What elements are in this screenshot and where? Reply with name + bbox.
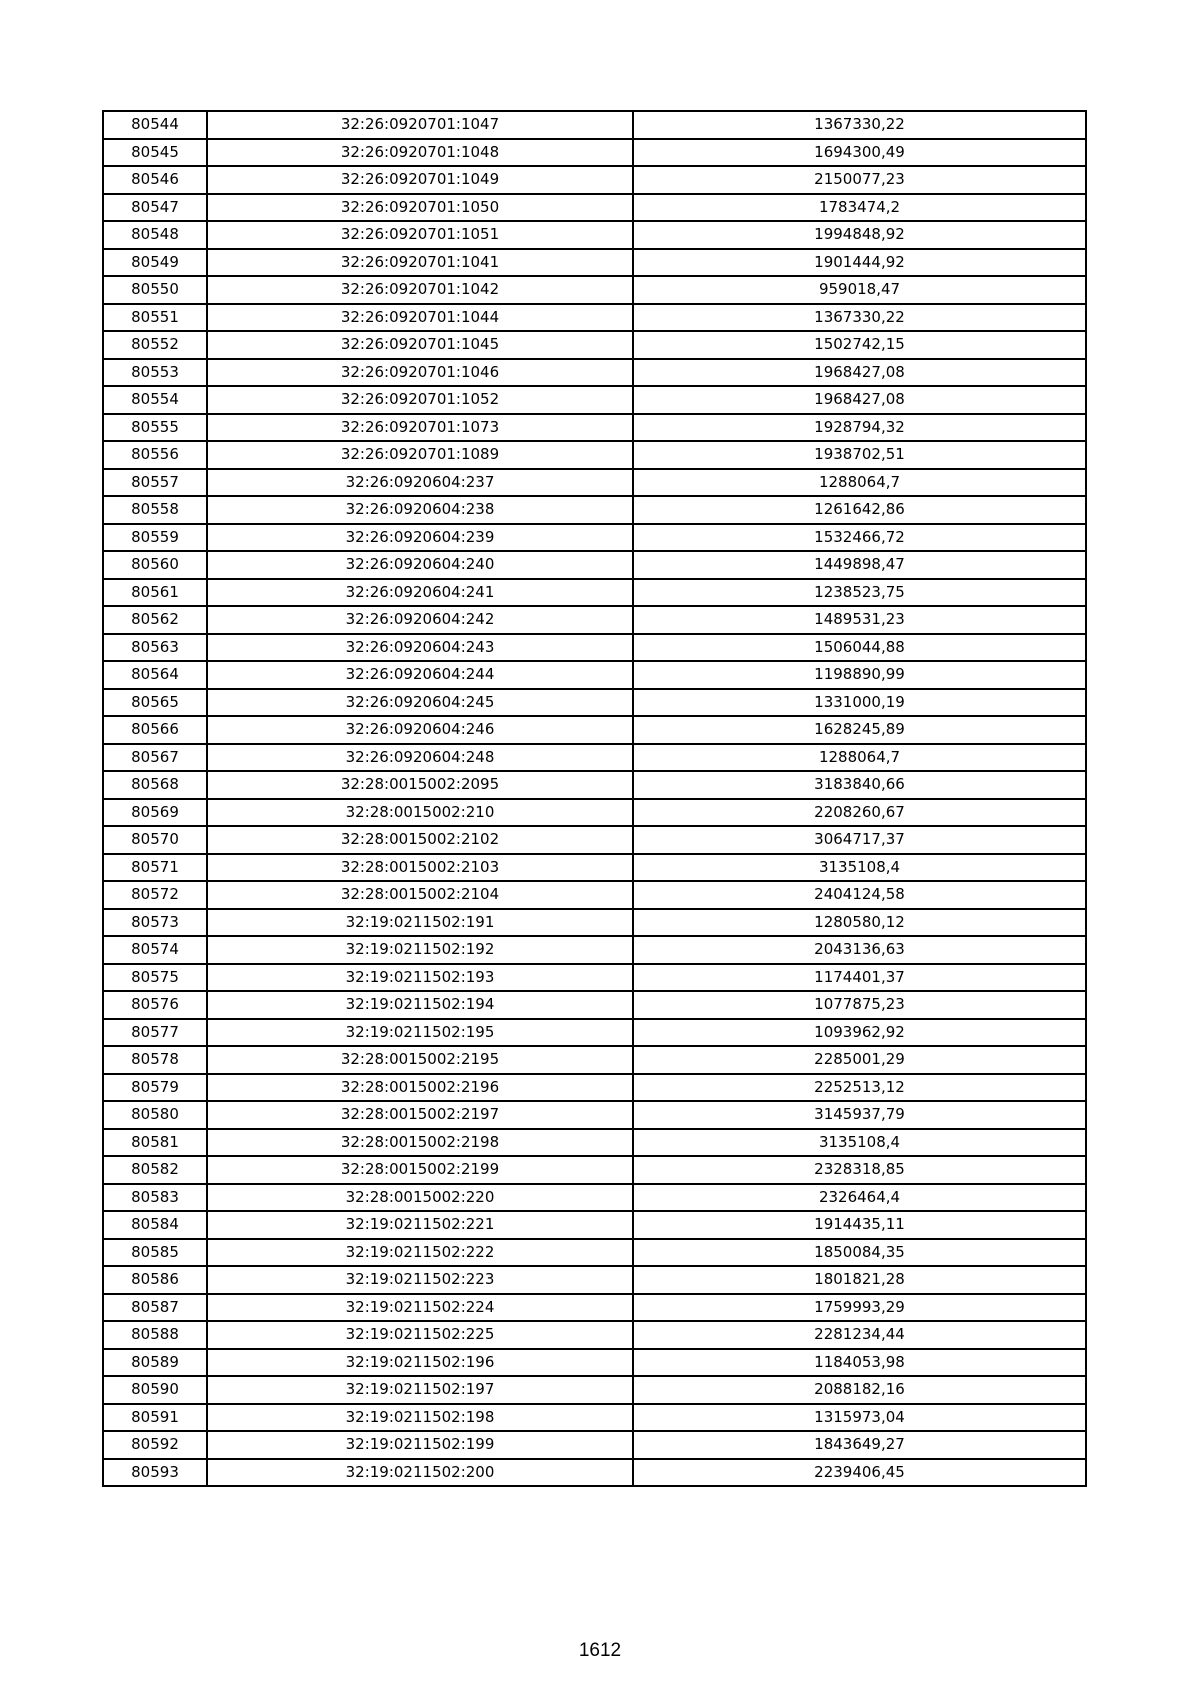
value-cell: 2252513,12 [633,1074,1086,1102]
cadastral-number-cell: 32:26:0920604:246 [207,716,633,744]
value-cell: 2281234,44 [633,1321,1086,1349]
row-number-cell: 80578 [103,1046,207,1074]
cadastral-number-cell: 32:19:0211502:194 [207,991,633,1019]
table-row [103,716,1086,744]
row-number-cell: 80566 [103,716,207,744]
cadastral-number-cell: 32:26:0920604:248 [207,744,633,772]
cadastral-number-cell: 32:28:0015002:2103 [207,854,633,882]
row-number-cell: 80563 [103,634,207,662]
value-cell: 2239406,45 [633,1459,1086,1487]
row-number-cell: 80560 [103,551,207,579]
value-cell: 3135108,4 [633,1129,1086,1157]
value-cell: 1449898,47 [633,551,1086,579]
value-cell: 2404124,58 [633,881,1086,909]
table-row [103,744,1086,772]
value-cell: 1198890,99 [633,661,1086,689]
row-number-cell: 80582 [103,1156,207,1184]
row-number-cell: 80592 [103,1431,207,1459]
table-row [103,304,1086,332]
table-row [103,1431,1086,1459]
row-number-cell: 80552 [103,331,207,359]
cadastral-number-cell: 32:26:0920701:1041 [207,249,633,277]
table-row [103,936,1086,964]
cadastral-number-cell: 32:26:0920701:1052 [207,386,633,414]
table-row [103,1019,1086,1047]
row-number-cell: 80588 [103,1321,207,1349]
table-row [103,194,1086,222]
value-cell: 3135108,4 [633,854,1086,882]
row-number-cell: 80590 [103,1376,207,1404]
table-row [103,881,1086,909]
cadastral-number-cell: 32:26:0920701:1045 [207,331,633,359]
row-number-cell: 80556 [103,441,207,469]
cadastral-number-cell: 32:28:0015002:2199 [207,1156,633,1184]
table-row [103,1156,1086,1184]
value-cell: 2208260,67 [633,799,1086,827]
value-cell: 1238523,75 [633,579,1086,607]
value-cell: 1694300,49 [633,139,1086,167]
value-cell: 2150077,23 [633,166,1086,194]
row-number-cell: 80554 [103,386,207,414]
cadastral-number-cell: 32:26:0920701:1049 [207,166,633,194]
value-cell: 1489531,23 [633,606,1086,634]
cadastral-number-cell: 32:26:0920701:1051 [207,221,633,249]
table-row [103,111,1086,139]
cadastral-number-cell: 32:28:0015002:2198 [207,1129,633,1157]
row-number-cell: 80553 [103,359,207,387]
cadastral-number-cell: 32:19:0211502:191 [207,909,633,937]
row-number-cell: 80579 [103,1074,207,1102]
row-number-cell: 80574 [103,936,207,964]
cadastral-number-cell: 32:26:0920604:241 [207,579,633,607]
table-row [103,551,1086,579]
table-row [103,909,1086,937]
value-cell: 1502742,15 [633,331,1086,359]
value-cell: 3064717,37 [633,826,1086,854]
row-number-cell: 80583 [103,1184,207,1212]
cadastral-number-cell: 32:26:0920604:238 [207,496,633,524]
value-cell: 1288064,7 [633,469,1086,497]
row-number-cell: 80591 [103,1404,207,1432]
cadastral-number-cell: 32:26:0920701:1047 [207,111,633,139]
table-body [103,111,1086,1486]
table-row [103,469,1086,497]
cadastral-number-cell: 32:28:0015002:220 [207,1184,633,1212]
cadastral-number-cell: 32:19:0211502:192 [207,936,633,964]
value-cell: 1901444,92 [633,249,1086,277]
value-cell: 1628245,89 [633,716,1086,744]
value-cell: 1783474,2 [633,194,1086,222]
value-cell: 1968427,08 [633,359,1086,387]
table-row [103,221,1086,249]
cadastral-number-cell: 32:26:0920604:237 [207,469,633,497]
table-row [103,799,1086,827]
row-number-cell: 80547 [103,194,207,222]
cadastral-number-cell: 32:19:0211502:224 [207,1294,633,1322]
cadastral-number-cell: 32:26:0920604:245 [207,689,633,717]
table-row [103,689,1086,717]
row-number-cell: 80568 [103,771,207,799]
cadastral-number-cell: 32:26:0920604:242 [207,606,633,634]
row-number-cell: 80567 [103,744,207,772]
cadastral-number-cell: 32:19:0211502:199 [207,1431,633,1459]
row-number-cell: 80559 [103,524,207,552]
table-row [103,1376,1086,1404]
value-cell: 1994848,92 [633,221,1086,249]
table-row [103,414,1086,442]
cadastral-number-cell: 32:26:0920701:1089 [207,441,633,469]
value-cell: 1280580,12 [633,909,1086,937]
cadastral-number-cell: 32:19:0211502:200 [207,1459,633,1487]
table-row [103,1211,1086,1239]
cadastral-number-cell: 32:26:0920701:1046 [207,359,633,387]
cadastral-number-cell: 32:28:0015002:2197 [207,1101,633,1129]
table-row [103,139,1086,167]
row-number-cell: 80561 [103,579,207,607]
row-number-cell: 80544 [103,111,207,139]
row-number-cell: 80585 [103,1239,207,1267]
page-number: 1612 [578,1640,622,1661]
table-row [103,771,1086,799]
value-cell: 2326464,4 [633,1184,1086,1212]
table-row [103,964,1086,992]
table-row [103,441,1086,469]
table-row [103,331,1086,359]
value-cell: 1850084,35 [633,1239,1086,1267]
cadastral-number-cell: 32:26:0920604:240 [207,551,633,579]
value-cell: 1843649,27 [633,1431,1086,1459]
cadastral-number-cell: 32:19:0211502:223 [207,1266,633,1294]
value-cell: 1261642,86 [633,496,1086,524]
row-number-cell: 80580 [103,1101,207,1129]
table-row [103,661,1086,689]
row-number-cell: 80577 [103,1019,207,1047]
table-row [103,276,1086,304]
value-cell: 2328318,85 [633,1156,1086,1184]
table-row [103,359,1086,387]
table-row [103,1294,1086,1322]
cadastral-number-cell: 32:28:0015002:2095 [207,771,633,799]
row-number-cell: 80565 [103,689,207,717]
value-cell: 959018,47 [633,276,1086,304]
table-row [103,634,1086,662]
table-row [103,166,1086,194]
row-number-cell: 80586 [103,1266,207,1294]
table-row [103,606,1086,634]
cadastral-number-cell: 32:19:0211502:222 [207,1239,633,1267]
cadastral-number-cell: 32:28:0015002:2196 [207,1074,633,1102]
table-row [103,524,1086,552]
value-cell: 3183840,66 [633,771,1086,799]
row-number-cell: 80576 [103,991,207,1019]
cadastral-number-cell: 32:26:0920604:243 [207,634,633,662]
cadastral-number-cell: 32:26:0920701:1050 [207,194,633,222]
cadastral-number-cell: 32:26:0920701:1048 [207,139,633,167]
value-cell: 1331000,19 [633,689,1086,717]
row-number-cell: 80558 [103,496,207,524]
table-row [103,496,1086,524]
value-cell: 3145937,79 [633,1101,1086,1129]
row-number-cell: 80593 [103,1459,207,1487]
value-cell: 1928794,32 [633,414,1086,442]
row-number-cell: 80581 [103,1129,207,1157]
table-row [103,1101,1086,1129]
row-number-cell: 80546 [103,166,207,194]
row-number-cell: 80570 [103,826,207,854]
cadastral-number-cell: 32:19:0211502:195 [207,1019,633,1047]
value-cell: 1093962,92 [633,1019,1086,1047]
table-row [103,1349,1086,1377]
table-row [103,1074,1086,1102]
row-number-cell: 80584 [103,1211,207,1239]
cadastral-number-cell: 32:26:0920604:244 [207,661,633,689]
cadastral-number-cell: 32:19:0211502:198 [207,1404,633,1432]
table-row [103,1184,1086,1212]
row-number-cell: 80587 [103,1294,207,1322]
cadastral-number-cell: 32:19:0211502:225 [207,1321,633,1349]
cadastral-number-cell: 32:28:0015002:2102 [207,826,633,854]
table-row [103,1239,1086,1267]
value-cell: 1077875,23 [633,991,1086,1019]
row-number-cell: 80572 [103,881,207,909]
value-cell: 1367330,22 [633,111,1086,139]
row-number-cell: 80571 [103,854,207,882]
cadastral-number-cell: 32:19:0211502:221 [207,1211,633,1239]
table-row [103,1459,1086,1487]
row-number-cell: 80562 [103,606,207,634]
cadastral-number-cell: 32:28:0015002:2195 [207,1046,633,1074]
cadastral-number-cell: 32:26:0920701:1042 [207,276,633,304]
value-cell: 1288064,7 [633,744,1086,772]
cadastral-number-cell: 32:26:0920701:1044 [207,304,633,332]
row-number-cell: 80557 [103,469,207,497]
cadastral-number-cell: 32:19:0211502:193 [207,964,633,992]
table-row [103,249,1086,277]
table-row [103,1129,1086,1157]
value-cell: 2088182,16 [633,1376,1086,1404]
table-row [103,1321,1086,1349]
row-number-cell: 80573 [103,909,207,937]
cadastral-number-cell: 32:26:0920604:239 [207,524,633,552]
row-number-cell: 80549 [103,249,207,277]
row-number-cell: 80550 [103,276,207,304]
table-row [103,1404,1086,1432]
cadastral-number-cell: 32:19:0211502:196 [207,1349,633,1377]
table-row [103,386,1086,414]
value-cell: 2043136,63 [633,936,1086,964]
value-cell: 1506044,88 [633,634,1086,662]
value-cell: 1532466,72 [633,524,1086,552]
value-cell: 1367330,22 [633,304,1086,332]
table-row [103,991,1086,1019]
table-row [103,854,1086,882]
value-cell: 1315973,04 [633,1404,1086,1432]
table-row [103,1266,1086,1294]
cadastral-number-cell: 32:28:0015002:210 [207,799,633,827]
table-row [103,826,1086,854]
cadastral-number-cell: 32:19:0211502:197 [207,1376,633,1404]
row-number-cell: 80551 [103,304,207,332]
value-cell: 1759993,29 [633,1294,1086,1322]
row-number-cell: 80589 [103,1349,207,1377]
table-row [103,579,1086,607]
row-number-cell: 80575 [103,964,207,992]
value-cell: 1938702,51 [633,441,1086,469]
cadastral-value-table [102,110,1087,1487]
row-number-cell: 80564 [103,661,207,689]
row-number-cell: 80548 [103,221,207,249]
cadastral-number-cell: 32:26:0920701:1073 [207,414,633,442]
value-cell: 1801821,28 [633,1266,1086,1294]
value-cell: 1174401,37 [633,964,1086,992]
row-number-cell: 80545 [103,139,207,167]
value-cell: 1914435,11 [633,1211,1086,1239]
value-cell: 1968427,08 [633,386,1086,414]
row-number-cell: 80569 [103,799,207,827]
value-cell: 1184053,98 [633,1349,1086,1377]
value-cell: 2285001,29 [633,1046,1086,1074]
cadastral-number-cell: 32:28:0015002:2104 [207,881,633,909]
table-row [103,1046,1086,1074]
row-number-cell: 80555 [103,414,207,442]
